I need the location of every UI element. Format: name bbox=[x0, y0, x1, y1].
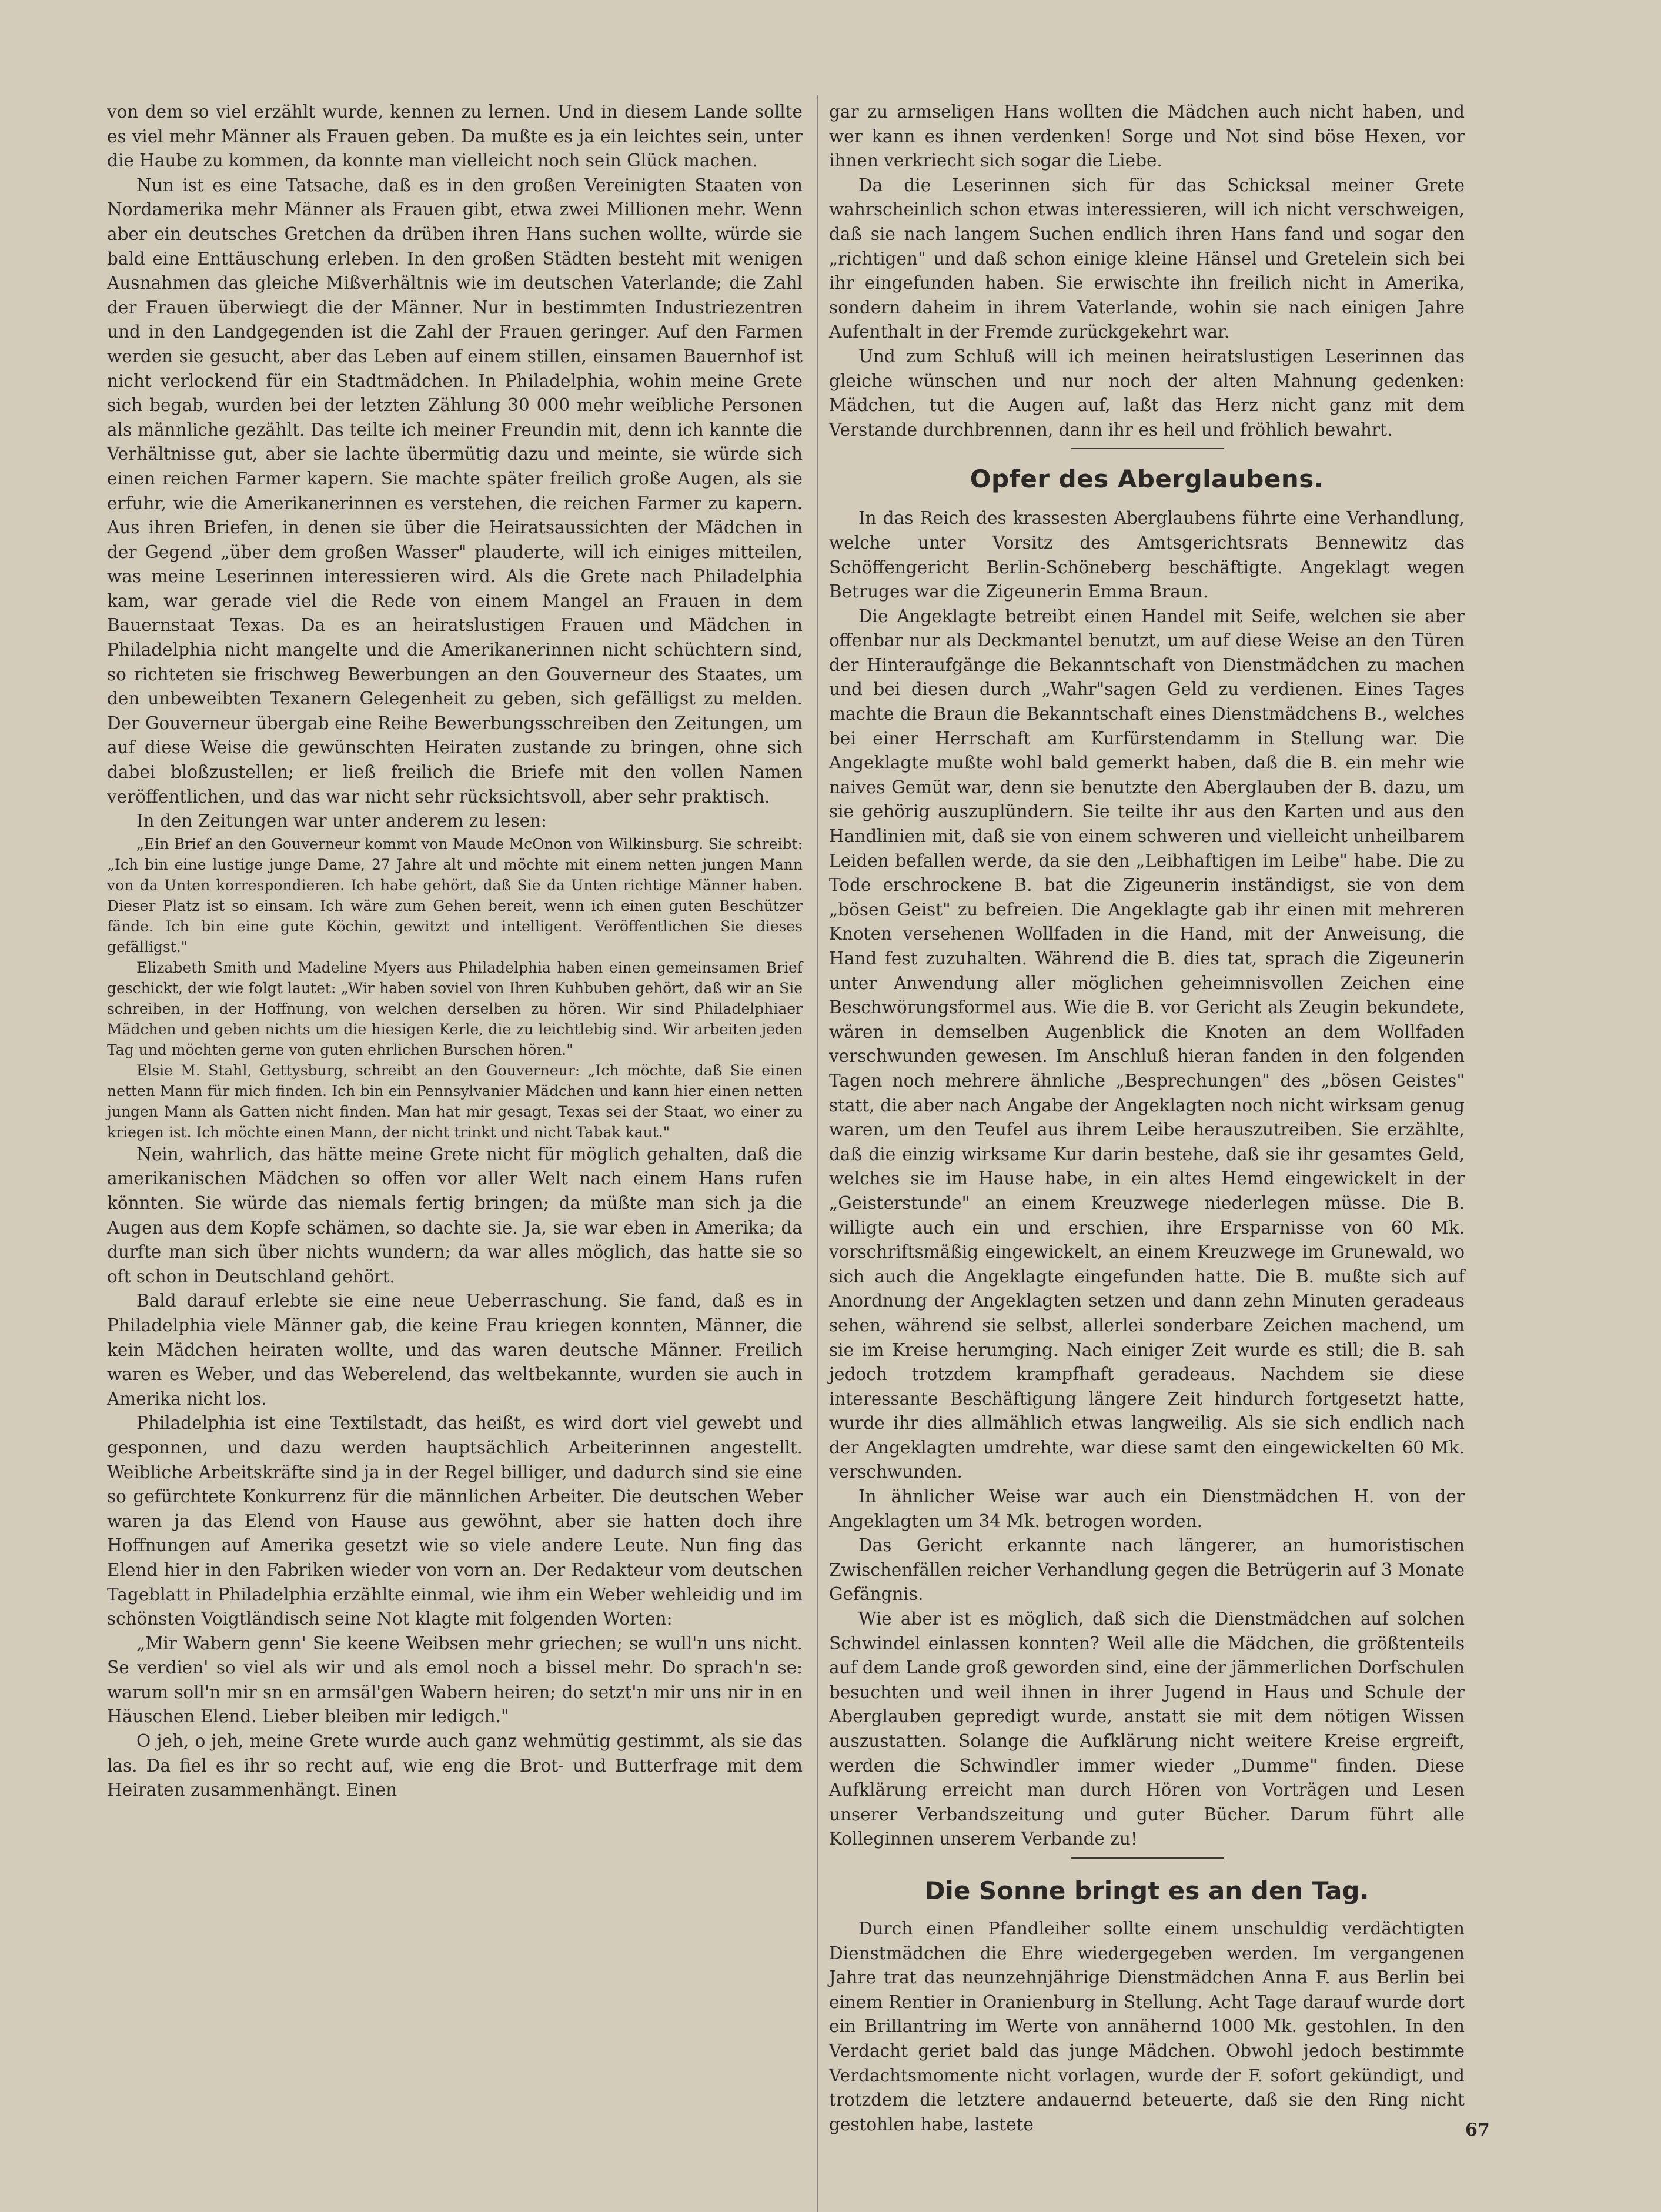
paragraph: In das Reich des krassesten Aberglaubens führte eine Verhandlung, welche unter Vorsitz des Amtsgerichtsrats Bennewitz das Schöffengericht Berlin-Schöneberg beschäftigte. Angeklagt wegen Betruges war die Zigeunerin Emma Braun. bbox=[829, 508, 1465, 602]
paragraph: Bald darauf erlebte sie eine neue Ueberraschung. Sie fand, daß es in Philadelphia viele Männer gab, die keine Frau kriegen konnten, Männer, die kein Mädchen heiraten wollte, und das waren deutsche Männer. Freilich waren es Weber, und das Weberelend, das weltbekannte, wurden sie auch in Amerika nicht los. bbox=[107, 1291, 803, 1409]
paragraph: Nein, wahrlich, das hätte meine Grete nicht für möglich gehalten, daß die amerikanischen Mädchen so offen vor aller Welt nach einem Hans rufen könnten. Sie würde das niemals fertig bringen; da müßte man sich ja die Augen aus dem Kopfe schämen, so dachte sie. Ja, sie war eben in Amerika; da durfte man sich über nichts wundern; da war alles möglich, das hatte sie so oft schon in Deutschland gehört. bbox=[107, 1144, 803, 1287]
paragraph: Nun ist es eine Tatsache, daß es in den großen Vereinigten Staaten von Nordamerika mehr Männer als Frauen gibt, etwa zwei Millionen mehr. Wenn aber ein deutsches Gretchen da drüben ihren Hans suchen wollte, würde sie bald eine Enttäuschung erleben. In den großen Städten besteht mit wenigen Ausnahmen das gleiche Mißverhältnis wie im deutschen Vaterlande; die Zahl der Frauen überwiegt die der Männer. Nur in bestimmten Industriezentren und in den Landgegenden ist die Zahl der Frauen geringer. Auf den Farmen werden sie gesucht, aber das Leben auf einem stillen, einsamen Bauernhof ist nicht verlockend für ein Stadtmädchen. In Philadelphia, wohin meine Grete sich begab, wurden bei der letzten Zählung 30 000 mehr weibliche Personen als männliche gezählt. Das teilte ich meiner Freundin mit, denn ich kannte die Verhältnisse gut, aber sie lachte übermütig dazu und meinte, sie würde sich einen reichen Farmer kapern. Sie machte später freilich große Augen, als sie erfuhr, wie die Amerikanerinnen es verstehen, die reichen Farmer zu kapern. Aus ihren Briefen, in denen sie über die Heiratsaussichten der Mädchen in der Gegend „über dem großen Wasser" plauderte, will ich einiges mitteilen, was meine Leserinnen interessieren wird. Als die Grete nach Philadelphia kam, war gerade viel die Rede von einem Mangel an Frauen in dem Bauernstaat Texas. Da es an heiratslustigen Frauen und Mädchen in Philadelphia nicht mangelte und die Amerikanerinnen nicht schüchtern sind, so richteten sie frischweg Bewerbungen an den Gouverneur des Staates, um den unbeweibten Texanern Gelegenheit zu geben, sich gefälligst zu melden. Der Gouverneur übergab eine Reihe Bewerbungsschreiben den Zeitungen, um auf diese Weise die gewünschten Heiraten zustande zu bringen, ohne sich dabei bloßzustellen; er ließ freilich die Briefe mit den vollen Namen veröffentlichen, und das war nicht sehr rücksichtsvoll, aber sehr praktisch. bbox=[107, 175, 803, 807]
paragraph: In den Zeitungen war unter anderem zu lesen: bbox=[136, 811, 547, 831]
section-rule bbox=[1071, 1857, 1224, 1859]
article-heading: Opfer des Aberglaubens. bbox=[970, 465, 1324, 494]
quoted-letter: „Ein Brief an den Gouverneur kommt von Maude McOnon von Wilkinsburg. Sie schreibt: „Ich bin eine lustige junge Dame, 27 Jahre alt und möchte mit einem netten jungen Mann von da Unten korrespondieren. Ich habe gehört, daß Sie da Unten richtige Männer haben. Dieser Platz ist so einsam. Ich wäre zum Gehen bereit, wenn ich einen guten Beschützer fände. Ich bin eine gute Köchin, gewitzt und intelligent. Veröffentlichen Sie dieses gefälligst." bbox=[107, 835, 803, 955]
paragraph: Da die Leserinnen sich für das Schicksal meiner Grete wahrscheinlich schon etwas interessieren, will ich nicht verschweigen, daß sie nach langem Suchen endlich ihren Hans fand und sogar den „richtigen" und daß schon einige kleine Hänsel und Gretelein sich bei ihr eingefunden haben. Sie erwischte ihn freilich nicht in Amerika, sondern daheim in ihrem Vaterlande, wohin sie nach einigen Jahre Aufenthalt in der Fremde zurückgekehrt war. bbox=[829, 175, 1465, 342]
quoted-letter: Elizabeth Smith und Madeline Myers aus Philadelphia haben einen gemeinsamen Brief geschickt, der wie folgt lautet: „Wir haben soviel von Ihren Kuhbuben gehört, daß wir an Sie schreiben, in der Hoffnung, von welchen derselben zu hören. Wir sind Philadelphiaer Mädchen und geben nichts um die hiesigen Kerle, die zu leichtlebig sind. Wir arbeiten jeden Tag und möchten gerne von guten ehrlichen Burschen hören." bbox=[107, 958, 803, 1058]
right-column bbox=[829, 100, 1465, 2137]
left-column bbox=[107, 100, 803, 1803]
article-heading: Die Sonne bringt es an den Tag. bbox=[924, 1876, 1369, 1905]
paragraph: von dem so viel erzählt wurde, kennen zu lernen. Und in diesem Lande sollte es viel mehr Männer als Frauen geben. Da mußte es ja ein leichtes sein, unter die Haube zu kommen, da konnte man vielleicht noch sein Glück machen. bbox=[107, 102, 803, 171]
paragraph: In ähnlicher Weise war auch ein Dienstmädchen H. von der Angeklagten um 34 Mk. betrogen worden. bbox=[829, 1486, 1465, 1531]
paragraph: Philadelphia ist eine Textilstadt, das heißt, es wird dort viel gewebt und gesponnen, und dazu werden hauptsächlich Arbeiterinnen angestellt. Weibliche Arbeitskräfte sind ja in der Regel billiger, und dadurch sind sie eine so gefürchtete Konkurrenz für die männlichen Arbeiter. Die deutschen Weber waren ja das Elend von Hause aus gewöhnt, aber sie hatten doch ihre Hoffnungen auf Amerika gesetzt wie so viele andere Leute. Nun fing das Elend hier in den Fabriken wieder von vorn an. Der Redakteur vom deutschen Tageblatt in Philadelphia erzählte einmal, wie ihm ein Weber wehleidig und im schönsten Voigtländisch seine Not klagte mit folgenden Worten: bbox=[107, 1413, 803, 1629]
paragraph: gar zu armseligen Hans wollten die Mädchen auch nicht haben, und wer kann es ihnen verdenken! Sorge und Not sind böse Hexen, vor ihnen verkriecht sich sogar die Liebe. bbox=[829, 102, 1465, 171]
paragraph: O jeh, o jeh, meine Grete wurde auch ganz wehmütig gestimmt, als sie das las. Da fiel es ihr so recht auf, wie eng die Brot- und Butterfrage mit dem Heiraten zusammenhängt. Einen bbox=[107, 1731, 803, 1800]
paragraph: Die Angeklagte betreibt einen Handel mit Seife, welchen sie aber offenbar nur als Deckmantel benutzt, um auf diese Weise an den Türen der Hinteraufgänge die Bekanntschaft von Dienstmädchen zu machen und bei diesen durch „Wahr"sagen Geld zu verdienen. Eines Tages machte die Braun die Bekanntschaft eines Dienstmädchens B., welches bei einer Herrschaft am Kurfürstendamm in Stellung war. Die Angeklagte mußte wohl bald gemerkt haben, daß die B. ein mehr wie naives Gemüt war, denn sie benutzte den Aberglauben der B. dazu, um sie gehörig auszuplündern. Sie teilte ihr aus den Karten und aus den Handlinien mit, daß sie von einem schweren und vielleicht unheilbarem Leiden befallen werde, da sie den „Leibhaftigen im Leibe" habe. Die zu Tode erschrockene B. bat die Zigeunerin inständigst, sie von dem „bösen Geist" zu befreien. Die Angeklagte gab ihr einen mit mehreren Knoten versehenen Wollfaden in die Hand, mit der Anweisung, die Hand fest zuzuhalten. Während die B. dies tat, sprach die Zigeunerin unter Anwendung aller möglichen geheimnisvollen Zeichen eine Beschwörungsformel aus. Wie die B. vor Gericht als Zeugin bekundete, wären in demselben Augenblick die Knoten an dem Wollfaden verschwunden gewesen. Im Anschluß hieran fanden in den folgenden Tagen noch mehrere ähnliche „Besprechungen" des „bösen Geistes" statt, die aber nach Angabe der Angeklagten noch nicht wirksam genug waren, um den Teufel aus ihrem Leibe herauszutreiben. Sie erzählte, daß die einzig wirksame Kur darin bestehe, daß sie ihr gesamtes Geld, welches sie im Hause habe, in ein altes Hemd eingewickelt in der „Geisterstunde" an einem Kreuzwege niederlegen müsse. Die B. willigte auch ein und erschien, ihre Ersparnisse von 60 Mk. vorschriftsmäßig eingewickelt, an einem Kreuzwege im Grunewald, wo sich auch die Angeklagte eingefunden hatte. Die B. mußte sich auf Anordnung der Angeklagten setzen und dann zehn Minuten geradeaus sehen, während sie selbst, allerlei sonderbare Zeichen machend, um sie im Kreise herumging. Nach einiger Zeit wurde es still; die B. sah jedoch trotzdem krampfhaft geradeaus. Nachdem sie diese interessante Beschäftigung längere Zeit hindurch fortgesetzt hatte, wurde ihr dies allmählich etwas langweilig. Als sie sich endlich nach der Angeklagten umdrehte, war diese samt den eingewickelten 60 Mk. verschwunden. bbox=[829, 606, 1465, 1482]
dialect-quote: „Mir Wabern genn' Sie keene Weibsen mehr griechen; se wull'n uns nicht. Se verdien' so viel als wir und als emol noch a bissel mehr. Do sprach'n se: warum soll'n mir sn en armsäl'gen Wabern heiren; do setzt'n mir uns nir in en Häuschen Elend. Lieber bleiben mir ledigch." bbox=[107, 1633, 803, 1727]
column-divider bbox=[817, 95, 818, 2212]
paragraph: Das Gericht erkannte nach längerer, an humoristischen Zwischenfällen reicher Verhandlung gegen die Betrügerin auf 3 Monate Gefängnis. bbox=[829, 1535, 1465, 1605]
paragraph: Und zum Schluß will ich meinen heiratslustigen Leserinnen das gleiche wünschen und nur noch der alten Mahnung gedenken: Mädchen, tut die Augen auf, laßt das Herz nicht ganz mit dem Verstande durchbrennen, dann ihr es heil und fröhlich bewahrt. bbox=[829, 346, 1465, 440]
paragraph: Durch einen Pfandleiher sollte einem unschuldig verdächtigten Dienstmädchen die Ehre wiedergegeben werden. Im vergangenen Jahre trat das neunzehnjährige Dienstmädchen Anna F. aus Berlin bei einem Rentier in Oranienburg in Stellung. Acht Tage darauf wurde dort ein Brillantring im Werte von annähernd 1000 Mk. gestohlen. In den Verdacht geriet bald das junge Mädchen. Obwohl jedoch bestimmte Verdachtsmomente nicht vorlagen, wurde der F. sofort gekündigt, und trotzdem die letztere andauernd beteuerte, daß sie den Ring nicht gestohlen habe, lastete bbox=[829, 1918, 1465, 2134]
section-rule bbox=[1071, 448, 1224, 449]
quoted-letter: Elsie M. Stahl, Gettysburg, schreibt an den Gouverneur: „Ich möchte, daß Sie einen netten Mann für mich finden. Ich bin ein Pennsylvanier Mädchen und kann hier einen netten jungen Mann als Gatten nicht finden. Man hat mir gesagt, Texas sei der Staat, wo einer zu kriegen ist. Ich möchte einen Mann, der nicht trinkt und nicht Tabak kaut." bbox=[107, 1061, 803, 1141]
page-number: 67 bbox=[1465, 2120, 1490, 2140]
paragraph: Wie aber ist es möglich, daß sich die Dienstmädchen auf solchen Schwindel einlassen konnten? Weil alle die Mädchen, die größtenteils auf dem Lande groß geworden sind, eine der jämmerlichen Dorfschulen besuchten und weil ihnen in ihrer Jugend in Haus und Schule der Aberglauben gepredigt wurde, anstatt sie mit dem nötigen Wissen auszustatten. Solange die Aufklärung nicht weitere Kreise ergreift, werden die Schwindler immer wieder „Dumme" finden. Diese Aufklärung erreicht man durch Hören von Vorträgen und Lesen unserer Verbandszeitung und guter Bücher. Darum führt alle Kolleginnen unserem Verbande zu! bbox=[829, 1609, 1465, 1849]
